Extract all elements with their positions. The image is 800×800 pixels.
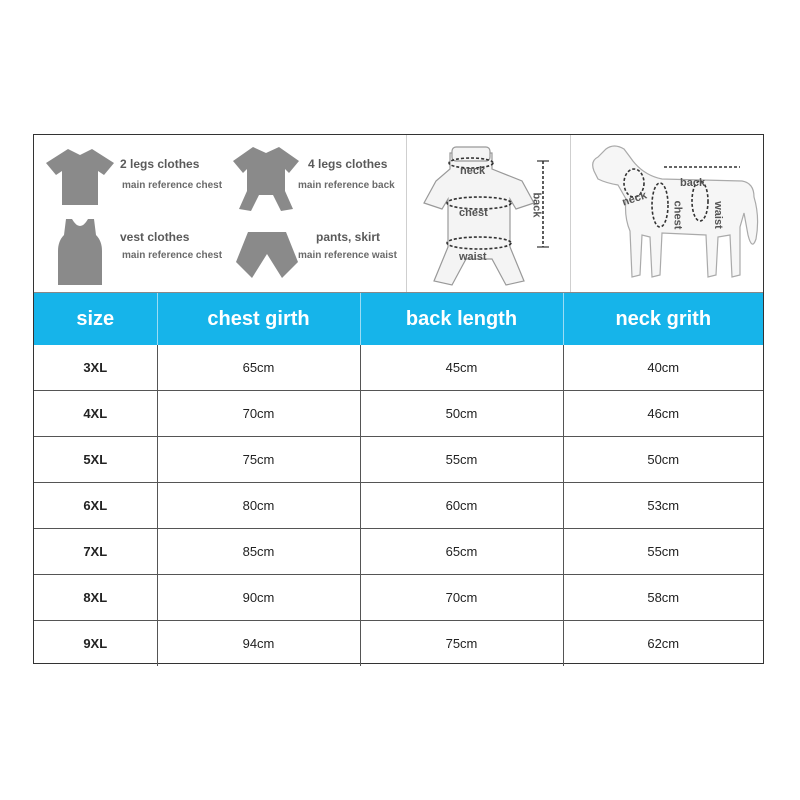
dog-label-chest: chest [671,200,684,230]
pants-icon [234,230,300,282]
measurement-illustration [34,135,763,292]
neck-cell: 40cm [563,345,763,391]
size-cell: 7XL [34,529,157,575]
chest-cell: 65cm [157,345,360,391]
two-legs-shirt-icon [44,143,116,207]
neck-cell: 53cm [563,483,763,529]
header-back-length: back length [360,293,563,345]
neck-cell: 46cm [563,391,763,437]
back-cell: 55cm [360,437,563,483]
header-size: size [34,293,157,345]
size-cell: 3XL [83,360,108,375]
category-sub-4-legs: main reference back [298,180,395,191]
table-row [34,483,763,529]
neck-cell: 62cm [563,621,763,667]
garment-label-neck: neck [460,165,486,177]
vest-icon [56,217,104,287]
table-row [34,437,763,483]
garment-label-chest: chest [459,207,488,219]
chest-cell: 70cm [157,391,360,437]
dog-label-neck: neck [620,189,649,209]
neck-cell: 58cm [563,575,763,621]
chest-cell: 80cm [157,483,360,529]
size-cell: 5XL [34,437,157,483]
table-row [34,621,763,667]
chest-cell: 94cm [157,621,360,667]
header-chest-girth: chest girth [157,293,360,345]
dog-label-back: back [680,177,706,189]
table-row [34,529,763,575]
back-cell: 65cm [360,529,563,575]
back-cell: 70cm [360,575,563,621]
dog-label-waist: waist [711,201,724,229]
category-sub-pants: main reference waist [298,250,397,261]
size-table [34,293,763,666]
table-row [34,391,763,437]
illustration-separator-2 [570,135,571,292]
garment-label-back: back [530,192,543,218]
chest-cell: 85cm [157,529,360,575]
table-header-row [34,293,763,345]
size-cell: 8XL [34,575,157,621]
table-row [34,575,763,621]
back-cell: 50cm [360,391,563,437]
header-neck-grith: neck grith [563,293,763,345]
illustration-separator [406,135,407,292]
chest-cell: 75cm [157,437,360,483]
four-legs-shirt-icon [231,143,301,213]
size-cell: 6XL [34,483,157,529]
table-row [34,345,763,391]
neck-cell: 50cm [563,437,763,483]
chest-cell: 90cm [157,575,360,621]
category-label-2-legs: 2 legs clothes [120,157,200,171]
category-label-vest: vest clothes [120,230,190,244]
size-chart [33,134,764,664]
category-sub-vest: main reference chest [122,250,223,261]
category-sub-2-legs: main reference chest [122,180,223,191]
neck-cell: 55cm [563,529,763,575]
category-label-pants: pants, skirt [316,230,381,244]
back-cell: 45cm [360,345,563,391]
category-label-4-legs: 4 legs clothes [308,157,388,171]
garment-label-waist: waist [459,251,487,263]
size-cell: 9XL [34,621,157,667]
back-cell: 75cm [360,621,563,667]
back-cell: 60cm [360,483,563,529]
size-cell: 4XL [34,391,157,437]
